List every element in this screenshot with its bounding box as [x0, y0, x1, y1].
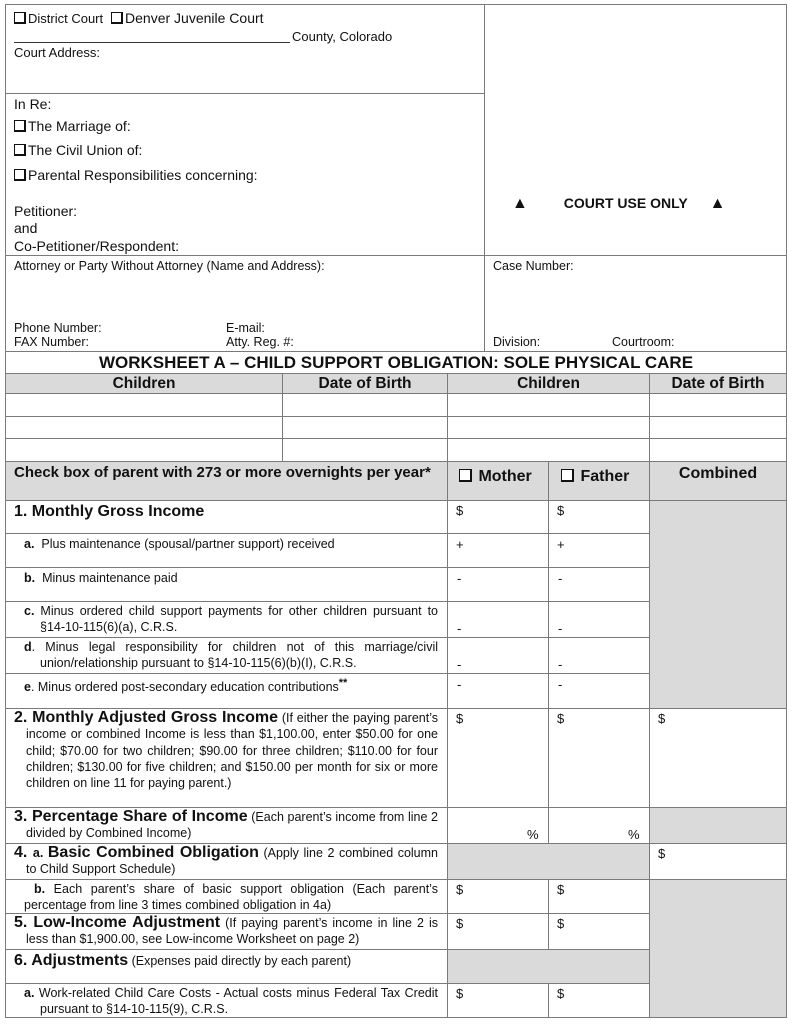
worksheet-title: WORKSHEET A – CHILD SUPPORT OBLIGATION: SOLE PHYSICAL CARE	[98, 353, 694, 372]
col-father-left-c	[548, 983, 549, 1018]
children-header-bottom	[5, 393, 787, 394]
line-3-title: 3. Percentage Share of Income	[14, 808, 248, 825]
line-1e-letter: e	[24, 680, 31, 695]
line-5-text: (If paying parent’s income in line 2 is less than $1,900.00, see Low-income Worksheet on page 2)	[26, 916, 438, 947]
child-name-1a[interactable]	[7, 395, 281, 415]
line-1a-father[interactable]: +	[557, 537, 565, 552]
line-6a-father[interactable]: $	[557, 986, 565, 1001]
mother-header	[459, 468, 532, 486]
line-2-mother[interactable]: $	[456, 711, 464, 726]
father-header	[561, 468, 629, 486]
district-court-label: District Court	[28, 11, 104, 26]
atty-reg-label: Atty. Reg. #:	[226, 335, 294, 349]
child-name-2a[interactable]	[7, 418, 281, 437]
line-1b-label	[24, 571, 178, 585]
line-1a-letter: a.	[24, 537, 35, 551]
children-row3-bottom	[5, 461, 787, 462]
col-combined-left	[649, 461, 650, 1018]
co-petitioner-label: Co-Petitioner/Respondent:	[14, 238, 179, 254]
mother-checkbox[interactable]	[459, 469, 472, 482]
denver-juvenile-label: Denver Juvenile Court	[125, 10, 264, 26]
line-5-label	[14, 915, 438, 948]
line-2-text: (If either the paying parent’s income or combined Income is less than $1,100.00, enter $50.00 for one child; $70.00 for two children; $90.00 for three children; $110.00 for four children; $130.00 for five children; and $150.00 per month for six or more children on line 11 for paying parent.)	[26, 711, 438, 791]
line-1d-letter: d	[24, 640, 32, 654]
attorney-label: Attorney or Party Without Attorney (Name and Address):	[14, 259, 325, 273]
frame-right	[786, 4, 787, 1018]
children-row1-bottom	[5, 416, 787, 417]
combined-shade-4	[650, 880, 786, 1018]
child-dob-3b[interactable]	[651, 440, 785, 460]
and-label: and	[14, 220, 38, 236]
marriage-checkbox[interactable]	[14, 120, 26, 132]
check-box-instruction: Check box of parent with 273 or more overnights per year*	[14, 464, 431, 481]
child-name-3a[interactable]	[7, 440, 281, 460]
line-6a-mother[interactable]: $	[456, 986, 464, 1001]
line-4a-label	[14, 845, 438, 878]
line-2-label	[14, 710, 438, 791]
line-1d-father[interactable]: -	[558, 657, 563, 672]
title-bottom	[5, 373, 787, 374]
father-label: Father	[580, 468, 630, 485]
line-1a-text: Plus maintenance (spousal/partner support) received	[41, 537, 335, 551]
line-4b-mother[interactable]: $	[456, 882, 464, 897]
line-1d-label	[24, 639, 438, 672]
in-re-label: In Re:	[14, 96, 52, 112]
row-1d-bottom	[5, 673, 650, 674]
case-type-marriage	[14, 118, 131, 134]
courtroom-label: Courtroom:	[612, 335, 675, 349]
line-4a-combined[interactable]: $	[658, 846, 666, 861]
line-2-title: 2. Monthly Adjusted Gross Income	[14, 709, 278, 726]
county-input-line[interactable]	[14, 42, 290, 43]
attorney-bottom	[5, 351, 787, 352]
row-1-bottom	[5, 533, 650, 534]
line-5-mother[interactable]: $	[456, 916, 464, 931]
court-address-label: Court Address:	[14, 45, 100, 60]
line-4a-text: (Apply line 2 combined column to Child Support Schedule)	[26, 846, 439, 877]
civil-union-checkbox[interactable]	[14, 144, 26, 156]
row-5-bottom	[5, 949, 650, 950]
line-1-label: 1. Monthly Gross Income	[14, 503, 205, 520]
row-6-bottom	[5, 983, 650, 984]
frame-bottom	[5, 1017, 787, 1018]
father-checkbox[interactable]	[561, 469, 574, 482]
court-use-only	[512, 195, 725, 213]
line-3-father[interactable]: %	[628, 827, 640, 842]
line-6-label	[14, 952, 351, 970]
phone-label: Phone Number:	[14, 321, 102, 335]
triangle-up-icon: ▲	[709, 195, 726, 212]
line-2-father[interactable]: $	[557, 711, 565, 726]
child-dob-2a[interactable]	[284, 418, 446, 437]
line-1b-letter: b.	[24, 571, 36, 585]
fax-label: FAX Number:	[14, 335, 90, 349]
child-dob-1b[interactable]	[651, 395, 785, 415]
line-1b-father[interactable]: -	[558, 571, 563, 586]
dob-header-2: Date of Birth	[671, 375, 765, 392]
line-4b-letter: b.	[34, 882, 46, 896]
line-6-title: 6. Adjustments	[14, 952, 129, 969]
combined-shade-3	[650, 808, 786, 843]
line-2-combined[interactable]: $	[658, 711, 666, 726]
line-1b-text: Minus maintenance paid	[42, 571, 178, 585]
row-1a-bottom	[5, 567, 650, 568]
parental-checkbox[interactable]	[14, 169, 26, 181]
row-1c-bottom	[5, 637, 650, 638]
col-father-left-b	[548, 879, 549, 949]
frame-top	[5, 4, 787, 5]
line-3-text: (Each parent’s income from line 2 divided by Combined Income)	[26, 810, 438, 841]
line-1e-label	[24, 677, 347, 695]
triangle-up-icon: ▲	[512, 195, 528, 212]
footnote-marker: **	[338, 677, 348, 689]
combined-header: Combined	[678, 465, 758, 482]
court-use-only-label: COURT USE ONLY	[563, 195, 688, 211]
county-label: County, Colorado	[292, 29, 393, 44]
line4a-parents-shade	[448, 844, 649, 879]
case-type-civil-union	[14, 142, 142, 158]
row-4a-bottom	[5, 879, 787, 880]
parental-label: Parental Responsibilities concerning:	[28, 167, 258, 183]
line-3-mother[interactable]: %	[527, 827, 539, 842]
line-4b-father[interactable]: $	[557, 882, 565, 897]
line-1c-father[interactable]: -	[558, 621, 563, 636]
line-1c-letter: c.	[24, 604, 35, 618]
line-1a-label	[24, 537, 335, 551]
col-father-left-a	[548, 461, 549, 843]
child-dob-3a[interactable]	[284, 440, 446, 460]
email-label: E-mail:	[226, 321, 265, 335]
division-label: Division:	[493, 335, 541, 349]
dob-header-1: Date of Birth	[318, 375, 412, 392]
line-4a-letter: a.	[32, 846, 48, 860]
line-6a-letter: a.	[24, 986, 35, 1000]
denver-juvenile-checkbox[interactable]	[111, 12, 123, 24]
parties-bottom	[5, 255, 787, 256]
line-1c-text: Minus ordered child support payments for other children pursuant to §14-10-115(6)(a), C.R.S.	[40, 604, 438, 635]
line-6-text: (Expenses paid directly by each parent)	[128, 954, 352, 968]
child-name-1b[interactable]	[449, 395, 648, 415]
line-1e-mother[interactable]: -	[457, 677, 462, 692]
line-1c-mother[interactable]: -	[457, 621, 462, 636]
civil-union-label: The Civil Union of:	[28, 142, 143, 158]
children-header-1: Children	[112, 375, 176, 392]
case-number-label: Case Number:	[493, 259, 574, 273]
row-1b-bottom	[5, 601, 650, 602]
case-type-parental	[14, 167, 258, 183]
line-4a-title: Basic Combined Obligation	[47, 844, 259, 861]
child-dob-1a[interactable]	[284, 395, 446, 415]
child-name-3b[interactable]	[449, 440, 648, 460]
row-header-bottom	[5, 500, 787, 501]
district-court-checkbox[interactable]	[14, 12, 26, 24]
children-header-2: Children	[517, 375, 580, 392]
line-4-number: 4.	[14, 844, 33, 861]
court-selector	[14, 10, 264, 27]
line6-parents-shade	[448, 950, 649, 983]
line-6a-text: Work-related Child Care Costs - Actual costs minus Federal Tax Credit pursuant to §14-10-115(9), C.R.S.	[34, 986, 438, 1016]
col-mother-left	[447, 461, 448, 1018]
line-1e-father[interactable]: -	[558, 677, 563, 692]
line-1-father[interactable]: $	[557, 503, 565, 518]
child-dob-2b[interactable]	[651, 418, 785, 437]
line-1d-mother[interactable]: -	[457, 657, 462, 672]
frame-left	[5, 4, 6, 1018]
line-1e-text: . Minus ordered post-secondary education contributions	[30, 680, 339, 695]
line-6a-label	[24, 985, 438, 1017]
line-4b-label	[24, 881, 438, 913]
line-5-father[interactable]: $	[557, 916, 565, 931]
line-5-title: 5. Low-Income Adjustment	[14, 914, 221, 931]
line-1b-mother[interactable]: -	[457, 571, 462, 586]
petitioner-label: Petitioner:	[14, 203, 78, 219]
line-3-label	[14, 809, 438, 842]
line-1-mother[interactable]: $	[456, 503, 464, 518]
court-address-bottom	[5, 93, 485, 94]
line-1c-label	[24, 603, 438, 636]
line-1a-mother[interactable]: +	[456, 537, 464, 552]
caption-divider	[484, 4, 485, 351]
children-row2-bottom	[5, 438, 787, 439]
mother-label: Mother	[478, 468, 532, 485]
line-4b-text: Each parent’s share of basic support obligation (Each parent’s percentage from line 3 times combined obligation in 4a)	[24, 882, 438, 912]
line-1d-text: . Minus legal responsibility for children not of this marriage/civil union/relationship pursuant to §14-10-115(6)(b)(I), C.R.S.	[31, 640, 438, 671]
child-name-2b[interactable]	[449, 418, 648, 437]
combined-shade-1	[650, 501, 786, 708]
marriage-label: The Marriage of:	[28, 118, 131, 134]
